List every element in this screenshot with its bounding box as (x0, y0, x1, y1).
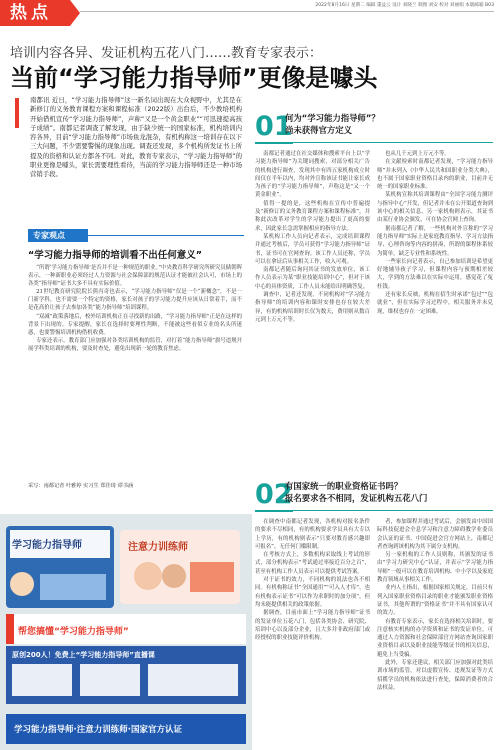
section-number: 02 (255, 479, 293, 510)
masthead-rule (80, 11, 494, 12)
kicker: 培训内容各异、发证机构五花八门……教育专家表示： (10, 46, 323, 61)
ad-card-title: 帮您搞懂“学习能力指导师” (18, 627, 129, 637)
body-paragraph: 另一家机构的工作人员则称，其颁发的证书由“学习力研究中心”认证，并表示“学习能力指导师”一般可以在教育培训机构、中小学以及家庭教育领域从事相关工作。 (377, 552, 493, 584)
sidebar-title: “学习能力指导师的培训看不出任何意义” (28, 250, 202, 261)
body-paragraph: 在考核方式上，多数机构采取线上考试的形式，部分机构表示“考试通过率接近百分之百”，甚至有机构工作人员表示可以提供考试答案。 (255, 552, 370, 575)
section-number: 01 (255, 111, 293, 142)
body-paragraph: 有教育专家表示，家长在选择相关培训时，要注意核实机构的办学资质和证书的发证单位，可通过人力资源和社会保障部官方网站查询国家职业资格目录以及职业技能等级证书的相关信息，避免上当受骗。 (377, 618, 493, 658)
body-paragraph: 南都记者随后询问其证书的发放单位，该工作人员表示为某“职业技能培训中心”，但对于该中心的具体资质，工作人员未能给出明确答复。 (255, 267, 370, 290)
sidebar-paragraph: 21世纪教育研究院院长熊丙奇也表示，“学习能力指导师”仅是一个“新概念”，不是一门新学科，也不需要一个特定的资格，家长对孩子的学习能力提升应该从日常着手，而不是花高价让孩子去参加各类“能力指导师”培训课程。 (28, 289, 242, 312)
section-subtitle: 报名要求各不相同，发证机构五花八门 (285, 493, 428, 503)
body-paragraph: 值得一提的是，这些机构在宣传中普遍提及“新修订的义务教育课程方案和课程标准”，并称此次改革对学生的学习能力提出了更高的要求，因此家长急需掌握相应的指导方法。 (255, 200, 370, 232)
body-paragraph: 在调查中南都记者发现，各机构对报名条件的要求不尽相同，有的机构要求学员具有大专以上学历，有的机构则表示“只要对教育感兴趣即可报名”，无任何门槛限制。 (255, 519, 370, 550)
body-paragraph: 在文献检索时南都记者发现，“学习能力指导师”并未列入《中华人民共和国职业分类大典》，也不属于国家职业资格目录内的职业，目前并无统一的国家职业标准。 (377, 159, 493, 191)
body-paragraph: 此外，专家还建议，相关部门应加强对此类培训市场的监管，对以虚假宣传、违规发证等方式招揽学员的机构依法进行查处，保障消费者的合法权益。 (377, 660, 493, 691)
body-paragraph: 对于证书的效力，不同机构的说法也各不相同。有机构称证书“全国通用”“可入人才库”，也有机构表示证书“可以作为求职时的加分项”，但均未能提供相关的政策依据。 (255, 577, 370, 608)
section-title: 有国家统一的职业资格证书吗？ (285, 481, 403, 491)
body-paragraph: 调查中，记者还发现，不同机构对“学习能力指导师”的培训内容和课时安排也存在较大差异，有的机构培训时长仅为数天，费用则从数百元到上万元不等。 (255, 292, 370, 323)
section-subtitle: 尚未获得官方定义 (285, 125, 352, 135)
sidebar-paragraph: “双减”政策落地后，校外培训机构正在寻找新的出路，“学习能力指导师”正是在这样的背景下出现的。专家提醒，家长在选择时要理性判断，不能被这些看似专业的名头所迷惑，也要警惕培训机构借机收费。 (28, 313, 242, 336)
body-paragraph: 也从几千元到上万元不等。 (385, 151, 450, 157)
ad-collage-photo (0, 514, 252, 750)
body-paragraph: 业内人士指出，根据国家相关规定，目前只有列入国家职业资格目录的职业才能颁发职业资格证书，其他所谓的“资格证书”并不具有国家认可的效力。 (377, 585, 493, 617)
section1-col-left (255, 150, 370, 475)
section-tab: 热点 (0, 0, 70, 26)
sidebar-rule (88, 235, 244, 236)
lead-paragraph: 南都讯 近日，“学习能力指导师”这一新名词出现在大众视野中，尤其是在新修订的义务教育课程方案和课程标准（2022版）出台后，不少教培机构开始借机宣传“学习能力指导师”，声称“又是一个黄金职业”“可迅速提高孩子成绩”。南都记者调查了解发现，由于缺少统一的国家标准，机构培训内容各异，目前“学习能力指导师”市场鱼龙混杂，有机构称这一培训存在以下三大问题，不少需要警惕的现象出现。调查还发现，多个机构所发证书上所提及的资格和认证方都各不同。对此，教育专家表示，“学习能力指导师”的职业更像是噱头，家长需要理性看待，当前的学习能力指导师还是一种市场营销手段。 (30, 96, 242, 179)
body-paragraph: 据调查，目前市面上“学习能力指导师”证书的发证单位五花八门，包括各类协会、研究院、培训中心以及部分企业，且大多并非政府部门或经授权的职业技能评价机构。 (255, 610, 370, 642)
sidebar-paragraph: 专家还表示，教育部门应加强对各类培训机构的监管，对打着“能力指导师”旗号违规开展学科类培训的机构，要及时查处，避免出现新一轮的教育焦虑。 (28, 337, 242, 352)
ad-bottom-banner: 学习能力指导师·注意力训练师·国家官方认证 (14, 725, 182, 735)
ad-card-title: 原创200人！免费上“学习能力指导师”直播课 (12, 651, 155, 659)
section2-col-left (255, 518, 370, 746)
body-paragraph: 据南都记者了解，一些机构对外宣称的“学习能力指导师”实际上是家庭教育指导、学习方法指导、心理咨询等内容的拼凑，所谓的课程体系较为简单，缺乏专业性和系统性。 (377, 225, 493, 257)
section-rule (255, 510, 493, 511)
reporter-credit: 采写：南都记者 叶雅婷 实习生 郑佳琦 谭书涵 (28, 483, 134, 489)
dateline: 2022年8月16日 星期二 编辑 董益云 设计 刘晓兰 制图 刘安 校对 刘丽娟 本版邮箱 B03 (315, 3, 494, 8)
masthead (0, 0, 500, 26)
section-rule (255, 142, 493, 143)
section1-col-right (377, 150, 493, 475)
body-paragraph: 南都记者通过在社交媒体和搜索平台上以“学习能力指导师”为关键词搜索，对部分相关广告的机构进行调查，发现其中有四五家机构成立时间仅在半年以内，均对外宣称该证书能让家长成为孩子的“学习能力指导师”，声称这是“又一个黄金职业”。 (255, 151, 370, 199)
section-title: 何为“学习能力指导师”？ (285, 113, 380, 123)
section2-col-right (377, 518, 493, 746)
body-paragraph: 某机构宣称其培训课程由“全国学习能力测评与指导中心”开发，但记者并未在公开渠道查询到该中心的相关信息。另一家机构则表示，其证书由某行业协会颁发，可在协会官网上查询。 (377, 192, 493, 224)
headline: 当前“学习能力指导师”更像是噱头 (10, 64, 378, 92)
body-paragraph: 还有家长反映，机构在招生时承诺“包过”“包就业”，但在实际学习过程中，相关服务并未兑现，维权也存在一定困难。 (377, 292, 493, 315)
ad-card-title: 学习能力指导师 (12, 540, 82, 551)
quote-mark-icon (13, 98, 25, 128)
sidebar-paragraph: “所谓‘学习能力指导师’是否并不是一种规范的职业。”中央教育科学研究所研究员储朝晖表示，一种新职业必须经过人力资源与社会保障部的规范认证才能被社会认可，市场上的各类“指导师”证书大多不具有实际价值。 (28, 265, 242, 288)
body-paragraph: 一些家长向记者表示，自己参加培训是希望更好地辅导孩子学习，但课程内容与预期相差较大，学到的方法难以在实际中运用，感觉花了冤枉钱。 (377, 258, 493, 290)
body-paragraph: 某机构工作人员向记者表示，完成培训课程并通过考核后，学员可获得“学习能力指导师”证书，证书可在官网查询。该工作人员还称，学员可以在拿证后从事相关工作，收入可观。 (255, 233, 370, 265)
body-paragraph: 者，参加课程并通过考试后，会颁发由中国国际科技促进会全息学习和注意力障碍教学业委员会认证的证书。中国促进会官方网站上，南都记者查询到该机构为其下属分支机构。 (377, 519, 493, 550)
ad-card-title: 注意力训练师 (128, 542, 188, 553)
sidebar-body (28, 264, 242, 353)
sidebar-tag: 专家观点 (28, 229, 88, 242)
